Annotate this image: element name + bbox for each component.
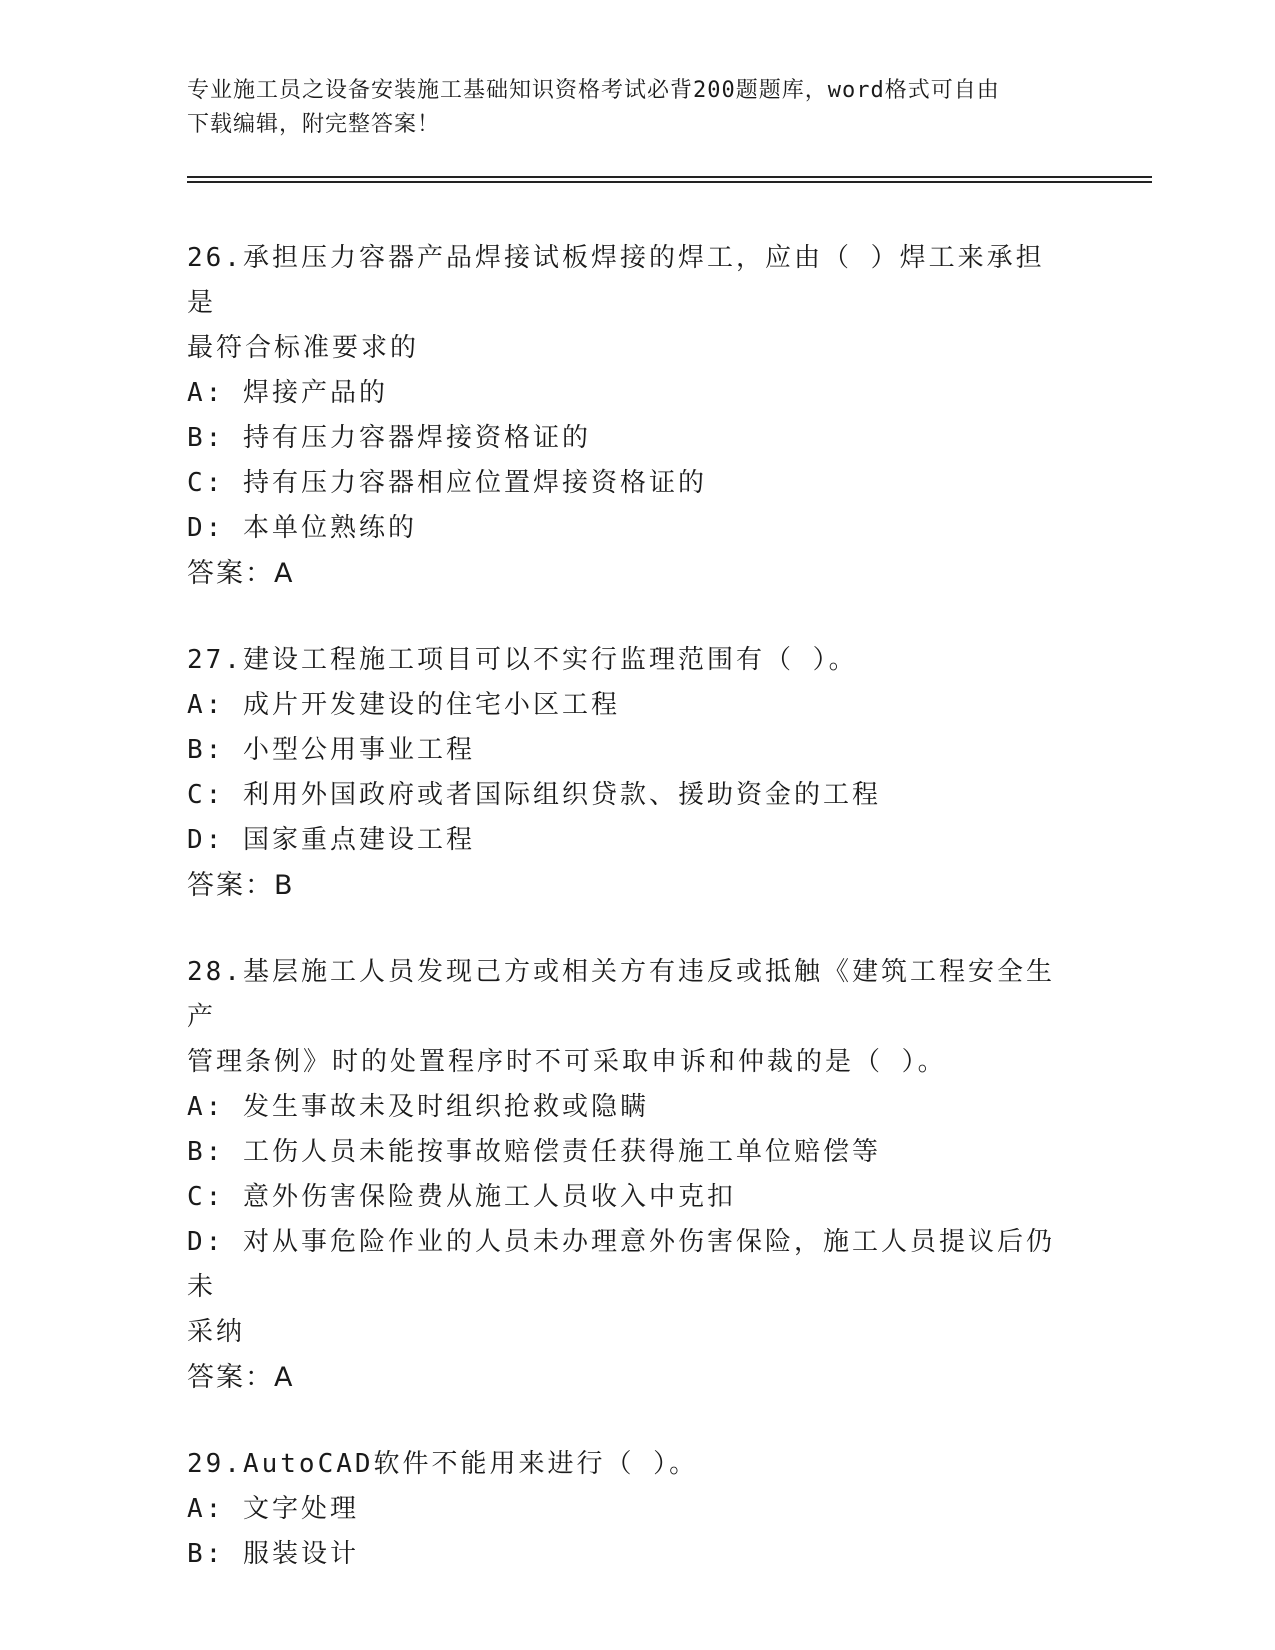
question-stem-line: 26.承担压力容器产品焊接试板焊接的焊工，应由（ ）焊工来承担是 <box>187 243 1045 318</box>
option-a: A: 焊接产品的 <box>187 378 388 408</box>
option-c: C: 持有压力容器相应位置焊接资格证的 <box>187 468 707 498</box>
answer: 答案：B <box>187 870 295 901</box>
question-stem-line: 29.AutoCAD软件不能用来进行（ ）。 <box>187 1449 699 1479</box>
question-stem-line: 最符合标准要求的 <box>187 333 420 363</box>
option-a: A: 成片开发建设的住宅小区工程 <box>187 690 620 720</box>
option-d: D: 本单位熟练的 <box>187 513 417 543</box>
option-a: A: 发生事故未及时组织抢救或隐瞒 <box>187 1092 649 1122</box>
question-stem-line: 管理条例》时的处置程序时不可采取申诉和仲裁的是（ ）。 <box>187 1047 947 1077</box>
answer: 答案：A <box>187 558 295 589</box>
question-26 <box>187 236 1067 596</box>
header-rule-top <box>187 176 1152 178</box>
header-line-1: 专业施工员之设备安装施工基础知识资格考试必背200题题库，word格式可自由 <box>187 78 1000 103</box>
document-header <box>187 74 1067 142</box>
question-stem-line: 28.基层施工人员发现己方或相关方有违反或抵触《建筑工程安全生产 <box>187 957 1055 1032</box>
answer: 答案：A <box>187 1362 295 1393</box>
option-b: B: 小型公用事业工程 <box>187 735 475 765</box>
header-rule-bottom <box>187 181 1152 183</box>
question-list <box>187 236 1067 1619</box>
question-29 <box>187 1442 1067 1577</box>
header-line-2: 下载编辑，附完整答案！ <box>187 112 441 137</box>
option-b: B: 服装设计 <box>187 1539 359 1569</box>
option-d: D: 国家重点建设工程 <box>187 825 475 855</box>
option-d: D: 对从事危险作业的人员未办理意外伤害保险，施工人员提议后仍未 采纳 <box>187 1227 1055 1347</box>
option-b: B: 持有压力容器焊接资格证的 <box>187 423 591 453</box>
option-c: C: 利用外国政府或者国际组织贷款、援助资金的工程 <box>187 780 881 810</box>
option-a: A: 文字处理 <box>187 1494 359 1524</box>
question-28 <box>187 950 1067 1400</box>
option-c: C: 意外伤害保险费从施工人员收入中克扣 <box>187 1182 736 1212</box>
question-stem-line: 27.建设工程施工项目可以不实行监理范围有（ ）。 <box>187 645 858 675</box>
option-b: B: 工伤人员未能按事故赔偿责任获得施工单位赔偿等 <box>187 1137 881 1167</box>
question-27 <box>187 638 1067 908</box>
